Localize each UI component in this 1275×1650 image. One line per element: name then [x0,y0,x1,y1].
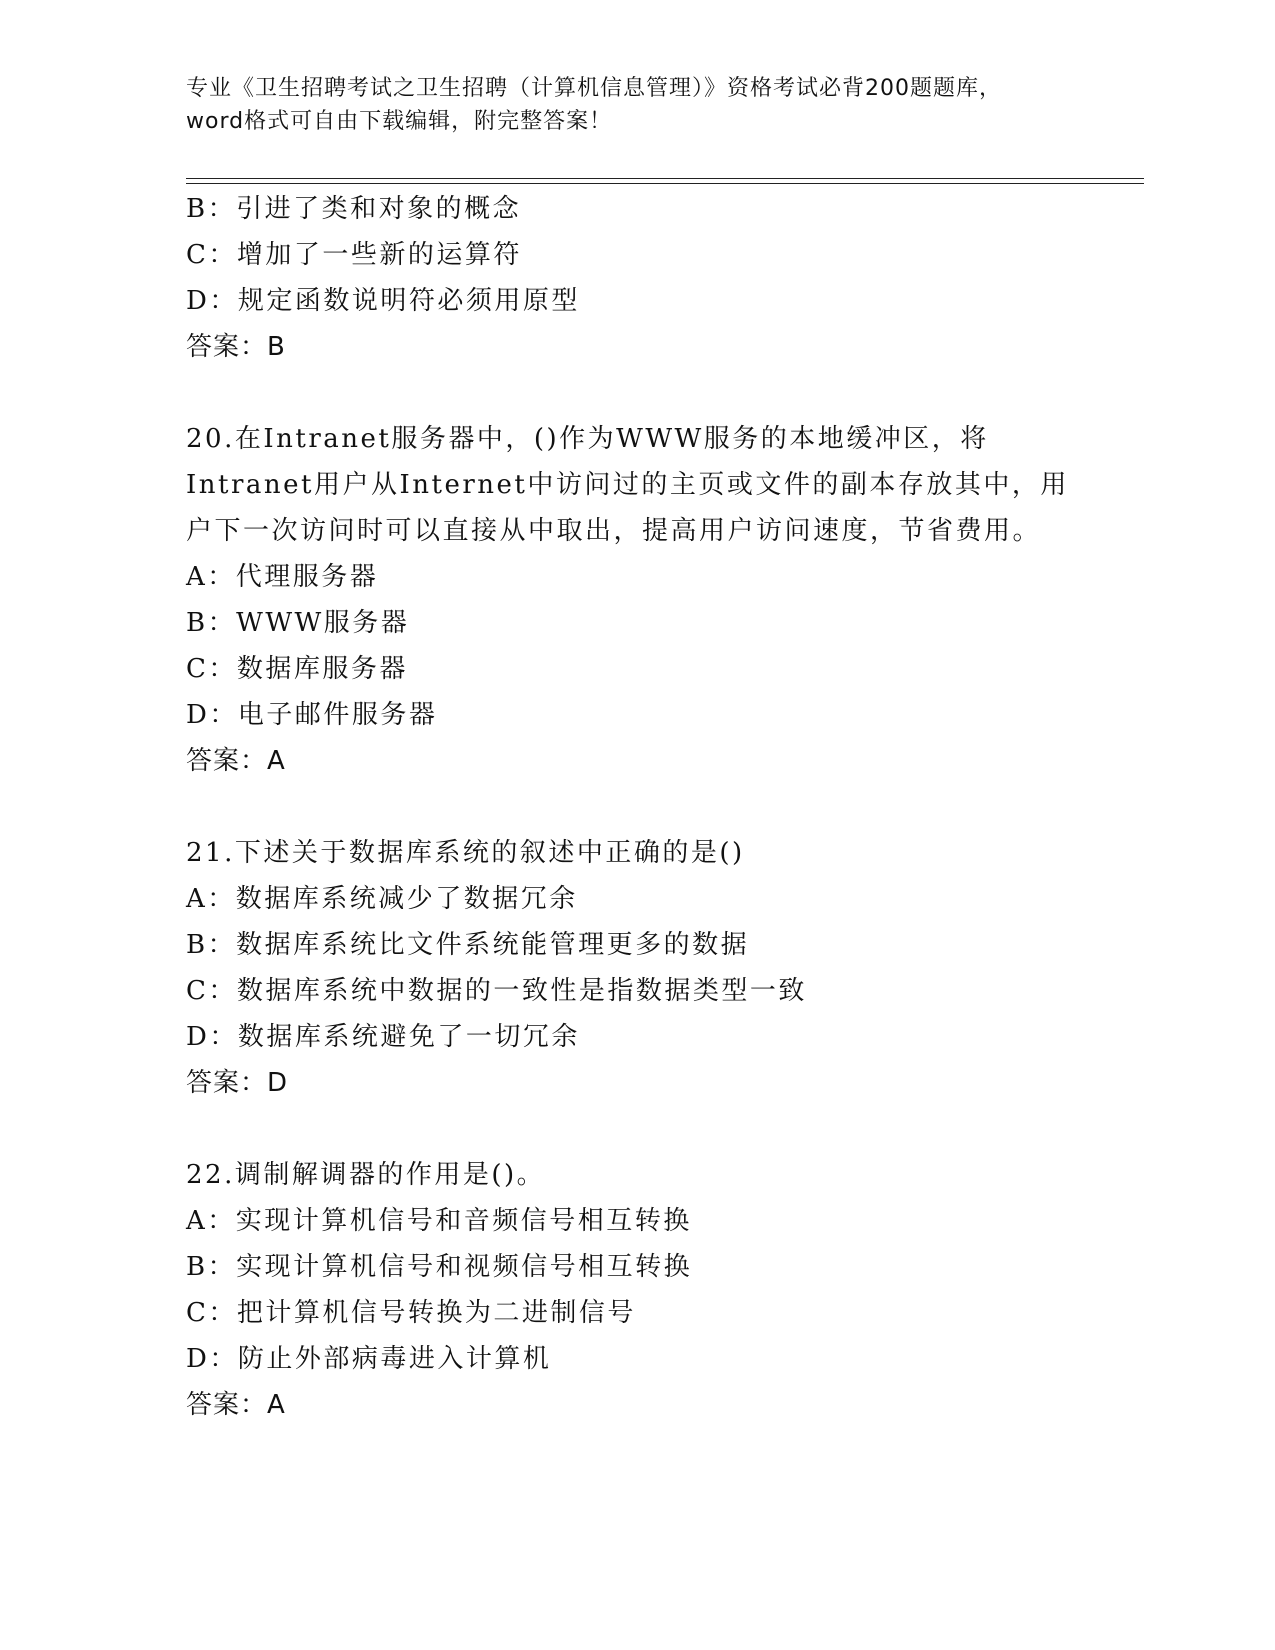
option-d: D：规定函数说明符必须用原型 [186,286,580,316]
option-c: C：数据库系统中数据的一致性是指数据类型一致 [186,976,807,1006]
question-stem: 户下一次访问时可以直接从中取出，提高用户访问速度，节省费用。 [186,516,1042,546]
option-d: D：电子邮件服务器 [186,700,438,730]
question-stem: 22.调制解调器的作用是()。 [186,1160,546,1190]
option-a: A：代理服务器 [186,562,379,592]
spacer [186,370,1086,416]
answer: 答案：D [186,1068,289,1098]
option-c: C：增加了一些新的运算符 [186,240,522,270]
question-stem: Intranet用户从Internet中访问过的主页或文件的副本存放其中，用 [186,470,1069,500]
answer: 答案：A [186,746,286,776]
option-c: C：把计算机信号转换为二进制信号 [186,1298,636,1328]
header-rule-top [186,178,1144,179]
option-c: C：数据库服务器 [186,654,408,684]
header-line-2: word格式可自由下载编辑，附完整答案！ [186,109,613,134]
option-b: B：WWW服务器 [186,608,410,638]
question-19-continued [186,186,1086,370]
question-20 [186,416,1086,784]
document-header [186,72,1086,138]
option-b: B：实现计算机信号和视频信号相互转换 [186,1252,693,1282]
question-list [186,186,1086,1428]
answer: 答案：B [186,332,286,362]
spacer [186,1106,1086,1152]
header-rule-bottom [186,183,1144,184]
option-a: A：数据库系统减少了数据冗余 [186,884,578,914]
header-line-1: 专业《卫生招聘考试之卫生招聘（计算机信息管理）》资格考试必背200题题库， [186,76,1002,101]
spacer [186,784,1086,830]
question-stem: 21.下述关于数据库系统的叙述中正确的是() [186,838,745,868]
option-b: B：引进了类和对象的概念 [186,194,522,224]
question-22 [186,1152,1086,1428]
option-a: A：实现计算机信号和音频信号相互转换 [186,1206,692,1236]
option-d: D：数据库系统避免了一切冗余 [186,1022,580,1052]
question-stem: 20.在Intranet服务器中，()作为WWW服务的本地缓冲区，将 [186,424,989,454]
option-d: D：防止外部病毒进入计算机 [186,1344,552,1374]
option-b: B：数据库系统比文件系统能管理更多的数据 [186,930,750,960]
answer: 答案：A [186,1390,286,1420]
question-21 [186,830,1086,1106]
